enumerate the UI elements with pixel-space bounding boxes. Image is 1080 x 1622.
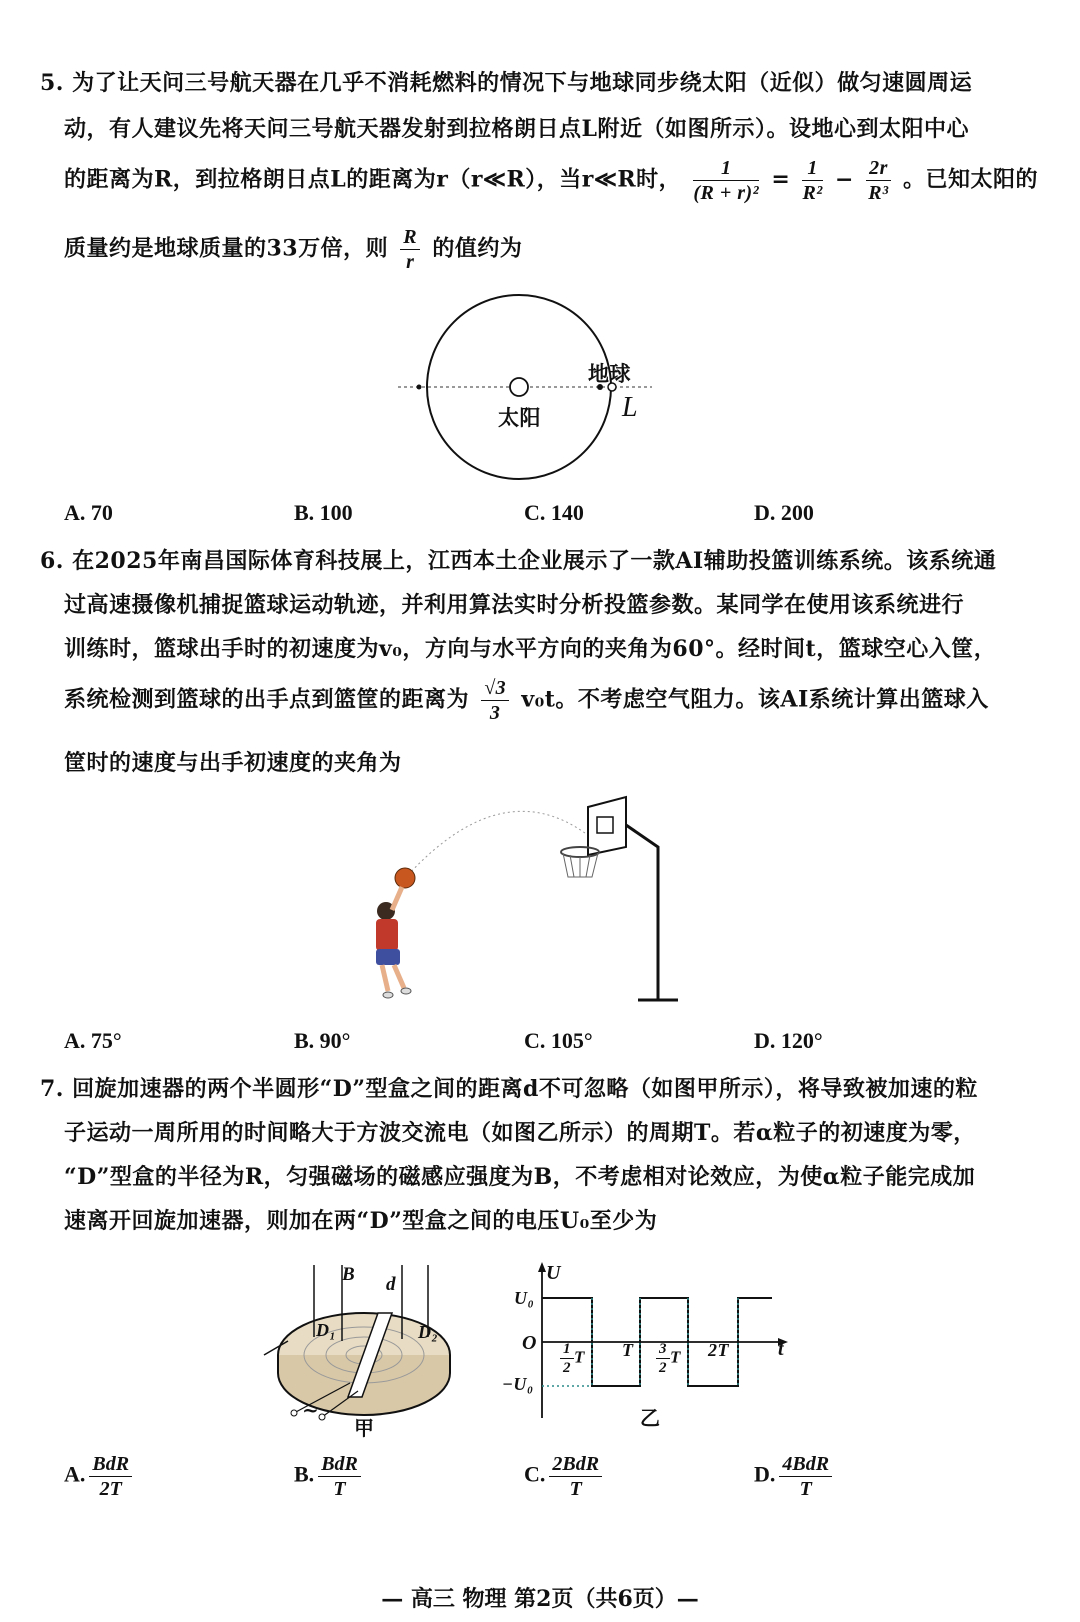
B-field-label: B <box>342 1264 356 1285</box>
ratio-frac: $\frac{R}{r}$ <box>400 225 420 274</box>
earth-label: 地球 <box>588 361 631 386</box>
D2-label: D₂ <box>418 1322 439 1342</box>
q6-line5: 筐时的速度与出手初速度的夹角为 <box>64 750 402 776</box>
q5-option-d: D. 200 <box>754 500 814 525</box>
q5-line3b: 。已知太阳的 <box>903 166 1039 193</box>
tick-T: T <box>622 1340 634 1360</box>
graph-origin-label: O <box>522 1332 537 1354</box>
q6-line4 <box>64 676 989 725</box>
graph-negU0-label: −U₀ <box>502 1374 534 1394</box>
figure-yi-label: 乙 <box>640 1406 661 1430</box>
tick-half-T: $\frac{1}{2}$ T <box>560 1340 585 1377</box>
ac-source-label: ~ <box>302 1398 320 1422</box>
backboard-icon <box>588 797 626 855</box>
graph-U-label: U <box>546 1262 561 1284</box>
figure-jia-label: 甲 <box>354 1416 375 1440</box>
q5-line3 <box>64 156 1038 205</box>
q5-line4a: 质量约是地球质量的33万倍，则 <box>64 235 389 262</box>
q5-option-a: A. 70 <box>64 500 113 525</box>
q7-option-c: C. $\frac{\text{2BdR}}{T}$ <box>524 1452 606 1501</box>
hoop-pole-icon <box>626 825 658 1000</box>
q6-option-c: C. 105° <box>524 1028 593 1053</box>
L-label: L <box>622 392 639 423</box>
eq-frac2: $\frac{1}{\text{R²}}$ <box>802 157 823 204</box>
basketball-icon <box>395 868 415 888</box>
q6-option-b: B. 90° <box>294 1028 351 1053</box>
page-footer: — 高三 物理 第2页（共6页）— <box>381 1586 699 1612</box>
player-shorts-icon <box>376 949 400 965</box>
tick-2T: 2T <box>708 1340 729 1360</box>
q5-line2: 动，有人建议先将天问三号航天器发射到拉格朗日点L附近（如图所示）。设地心到太阳中心 <box>64 116 969 142</box>
eq-minus: − <box>834 166 854 193</box>
sun-icon <box>510 378 528 396</box>
tick-three-half-T: $\frac{3}{2}$ T <box>656 1340 681 1377</box>
sun-label: 太阳 <box>498 405 541 430</box>
q5-line4b: 的值约为 <box>432 235 523 262</box>
orbit-figure <box>390 290 670 490</box>
q6-line2: 过高速摄像机捕捉篮球运动轨迹，并利用算法实时分析投篮参数。某同学在使用该系统进行 <box>64 592 965 618</box>
q6-line3: 训练时，篮球出手时的初速度为v₀，方向与水平方向的夹角为60°。经时间t，篮球空心入筐， <box>64 636 997 662</box>
eq-equals: = <box>771 166 791 193</box>
cyclotron-figure <box>252 1255 462 1435</box>
q7-option-d: D. $\frac{\text{4BdR}}{T}$ <box>754 1452 836 1501</box>
D1-label: D₁ <box>316 1320 337 1340</box>
gap-d-label: d <box>386 1274 396 1295</box>
q6-line4b: v₀t。不考虑空气阻力。该AI系统计算出篮球入 <box>521 686 989 713</box>
q7-line4: 速离开回旋加速器，则加在两“D”型盒之间的电压U₀至少为 <box>64 1208 658 1234</box>
q7-line3: “D”型盒的半径为R，匀强磁场的磁感应强度为B，不考虑相对论效应，为使α粒子能完成加 <box>64 1164 976 1190</box>
q5-option-b: B. 100 <box>294 500 353 525</box>
square-wave-graph <box>510 1262 790 1422</box>
graph-t-label: t <box>778 1338 785 1360</box>
q7-option-b: B. $\frac{\text{BdR}}{T}$ <box>294 1452 365 1501</box>
q5-option-c: C. 140 <box>524 500 584 525</box>
eq-frac3: $\frac{2r}{\text{R³}}$ <box>866 156 891 205</box>
q6-option-d: D. 120° <box>754 1028 823 1053</box>
q5-line3a: 的距离为R，到拉格朗日点L的距离为r（r≪R），当r≪R时， <box>64 166 682 193</box>
player-shirt-icon <box>376 919 398 951</box>
q7-line1: 7. 回旋加速器的两个半圆形“D”型盒之间的距离d不可忽略（如图甲所示），将导致被加速的粒 <box>40 1076 978 1102</box>
dist-frac: $\frac{√3}{3}$ <box>481 676 509 725</box>
q7-option-a: A. $\frac{\text{BdR}}{2T}$ <box>64 1452 136 1501</box>
q6-option-a: A. 75° <box>64 1028 122 1053</box>
q6-line1: 6. 在2025年南昌国际体育科技展上，江西本土企业展示了一款AI辅助投篮训练系统。该系统通 <box>40 548 997 574</box>
q7-line2: 子运动一周所用的时间略大于方波交流电（如图乙所示）的周期T。若α粒子的初速度为零， <box>64 1120 976 1146</box>
eq-frac1: $\frac{1}{\text{(R + r)²}}$ <box>693 157 760 204</box>
q5-line4 <box>64 225 522 274</box>
q5-line1: 5. 为了让天问三号航天器在几乎不消耗燃料的情况下与地球同步绕太阳（近似）做匀速圆周运 <box>40 70 973 96</box>
q6-line4a: 系统检测到篮球的出手点到篮筐的距离为 <box>64 686 470 713</box>
graph-U0-label: U₀ <box>514 1288 535 1308</box>
basketball-figure <box>360 785 690 1010</box>
